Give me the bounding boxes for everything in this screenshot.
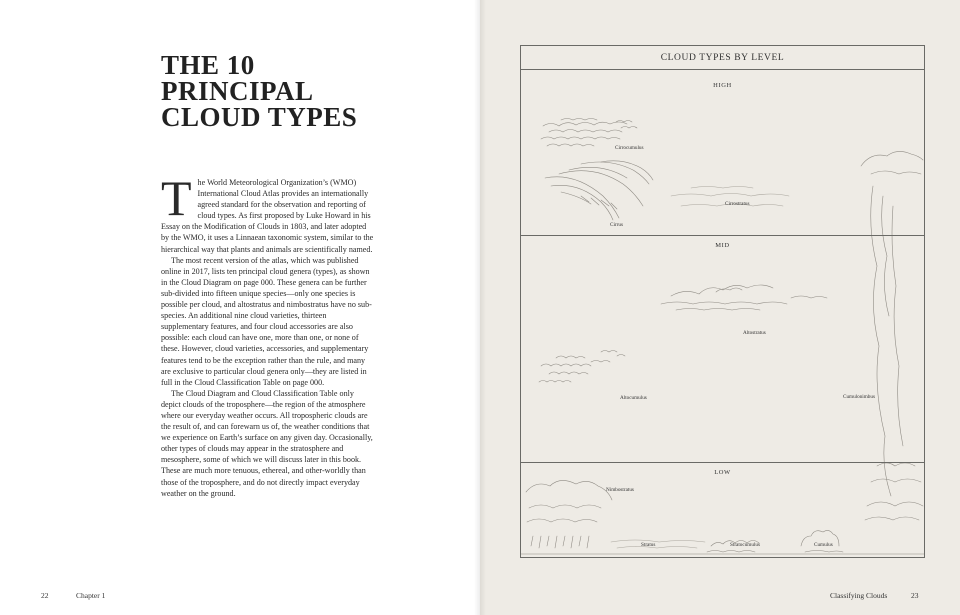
label-cumulus: Cumulus: [814, 542, 833, 548]
paragraph-1-text: he World Meteorological Organization’s (WMO) International Cloud Atlas provides an internationally agreed standard for the observation and reporting of cloud types. As first proposed by Luke Howard in his Essay on the Modification of Clouds in 1803, and later adopted by the WMO, it uses a Linnaean taxonomic system, similar to the hierarchical way that plants and animals are scientifically named.: [161, 178, 374, 254]
label-stratocumulus: Stratocumulus: [730, 542, 760, 548]
cirrocumulus-illustration: [541, 119, 637, 147]
nimbostratus-illustration: [526, 480, 612, 548]
cirrus-illustration: [545, 161, 653, 220]
page-title: [161, 52, 421, 130]
paragraph-1: [161, 170, 375, 255]
paragraph-3: The Cloud Diagram and Cloud Classification Table only depict clouds of the troposphere—the region of the atmosphere where our everyday weather occurs. All tropospheric clouds are the result of, and can forewarn us of, the weather conditions that we experience on Earth’s surface on any given day. Occasionally, other types of clouds may appear in the stratosphere and mesosphere, some of which we will discuss later in this book. These are much more tenuous, ethereal, and other-worldly than those of the troposphere, and do not directly impact everyday weather on the ground.: [161, 388, 373, 498]
cloud-diagram: [520, 45, 925, 558]
label-stratus: Stratus: [641, 542, 656, 548]
altocumulus-illustration: [539, 351, 625, 383]
level-low-label: LOW: [714, 469, 731, 476]
label-cirrus: Cirrus: [610, 222, 623, 228]
label-cirrostratus: Cirrostratus: [725, 201, 750, 207]
cumulonimbus-illustration: [861, 151, 923, 520]
body-text: [161, 170, 375, 499]
label-cumulonimbus: Cumulonimbus: [843, 394, 875, 400]
diagram-title: CLOUD TYPES BY LEVEL: [521, 46, 924, 70]
label-altocumulus: Altocumulus: [620, 395, 647, 401]
drop-cap: T: [161, 170, 192, 226]
label-altostratus: Altostratus: [743, 330, 766, 336]
gutter-shadow: [474, 0, 486, 615]
level-high-label: HIGH: [713, 82, 732, 89]
running-head-left: Chapter 1: [76, 591, 106, 600]
label-cirrocumulus: Cirrocumulus: [615, 145, 644, 151]
cloud-illustrations: [521, 46, 924, 557]
title-line-1: THE 10: [161, 50, 255, 80]
title-line-2: PRINCIPAL: [161, 76, 314, 106]
running-head-right: Classifying Clouds: [830, 591, 888, 600]
page-number-right: 23: [911, 591, 919, 600]
paragraph-2: The most recent version of the atlas, which was published online in 2017, lists ten principal cloud genera (types), as shown in the Cloud Diagram on page 000. These genera can be further sub-divided into fifteen unique species—only one species is possible per cloud, and altostratus and nimbostratus have no sub-species. An additional nine cloud varieties, thirteen supplementary features, and four cloud accessories are also possible: each cloud can have one, more than one, or none of these. However, cloud varieties, accessories, and supplementary features tend to be the exception rather than the rule, and many are exclusive to particular cloud genera only—they are listed in full in the Cloud Classification Table on page 000.: [161, 255, 372, 387]
stratus-illustration: [611, 540, 705, 548]
title-line-3: CLOUD TYPES: [161, 102, 358, 132]
divider-mid-low: [521, 462, 924, 463]
level-mid-label: MID: [715, 242, 730, 249]
page-number-left: 22: [41, 591, 49, 600]
label-nimbostratus: Nimbostratus: [606, 487, 634, 493]
divider-high-mid: [521, 235, 924, 236]
altostratus-illustration: [661, 285, 827, 310]
